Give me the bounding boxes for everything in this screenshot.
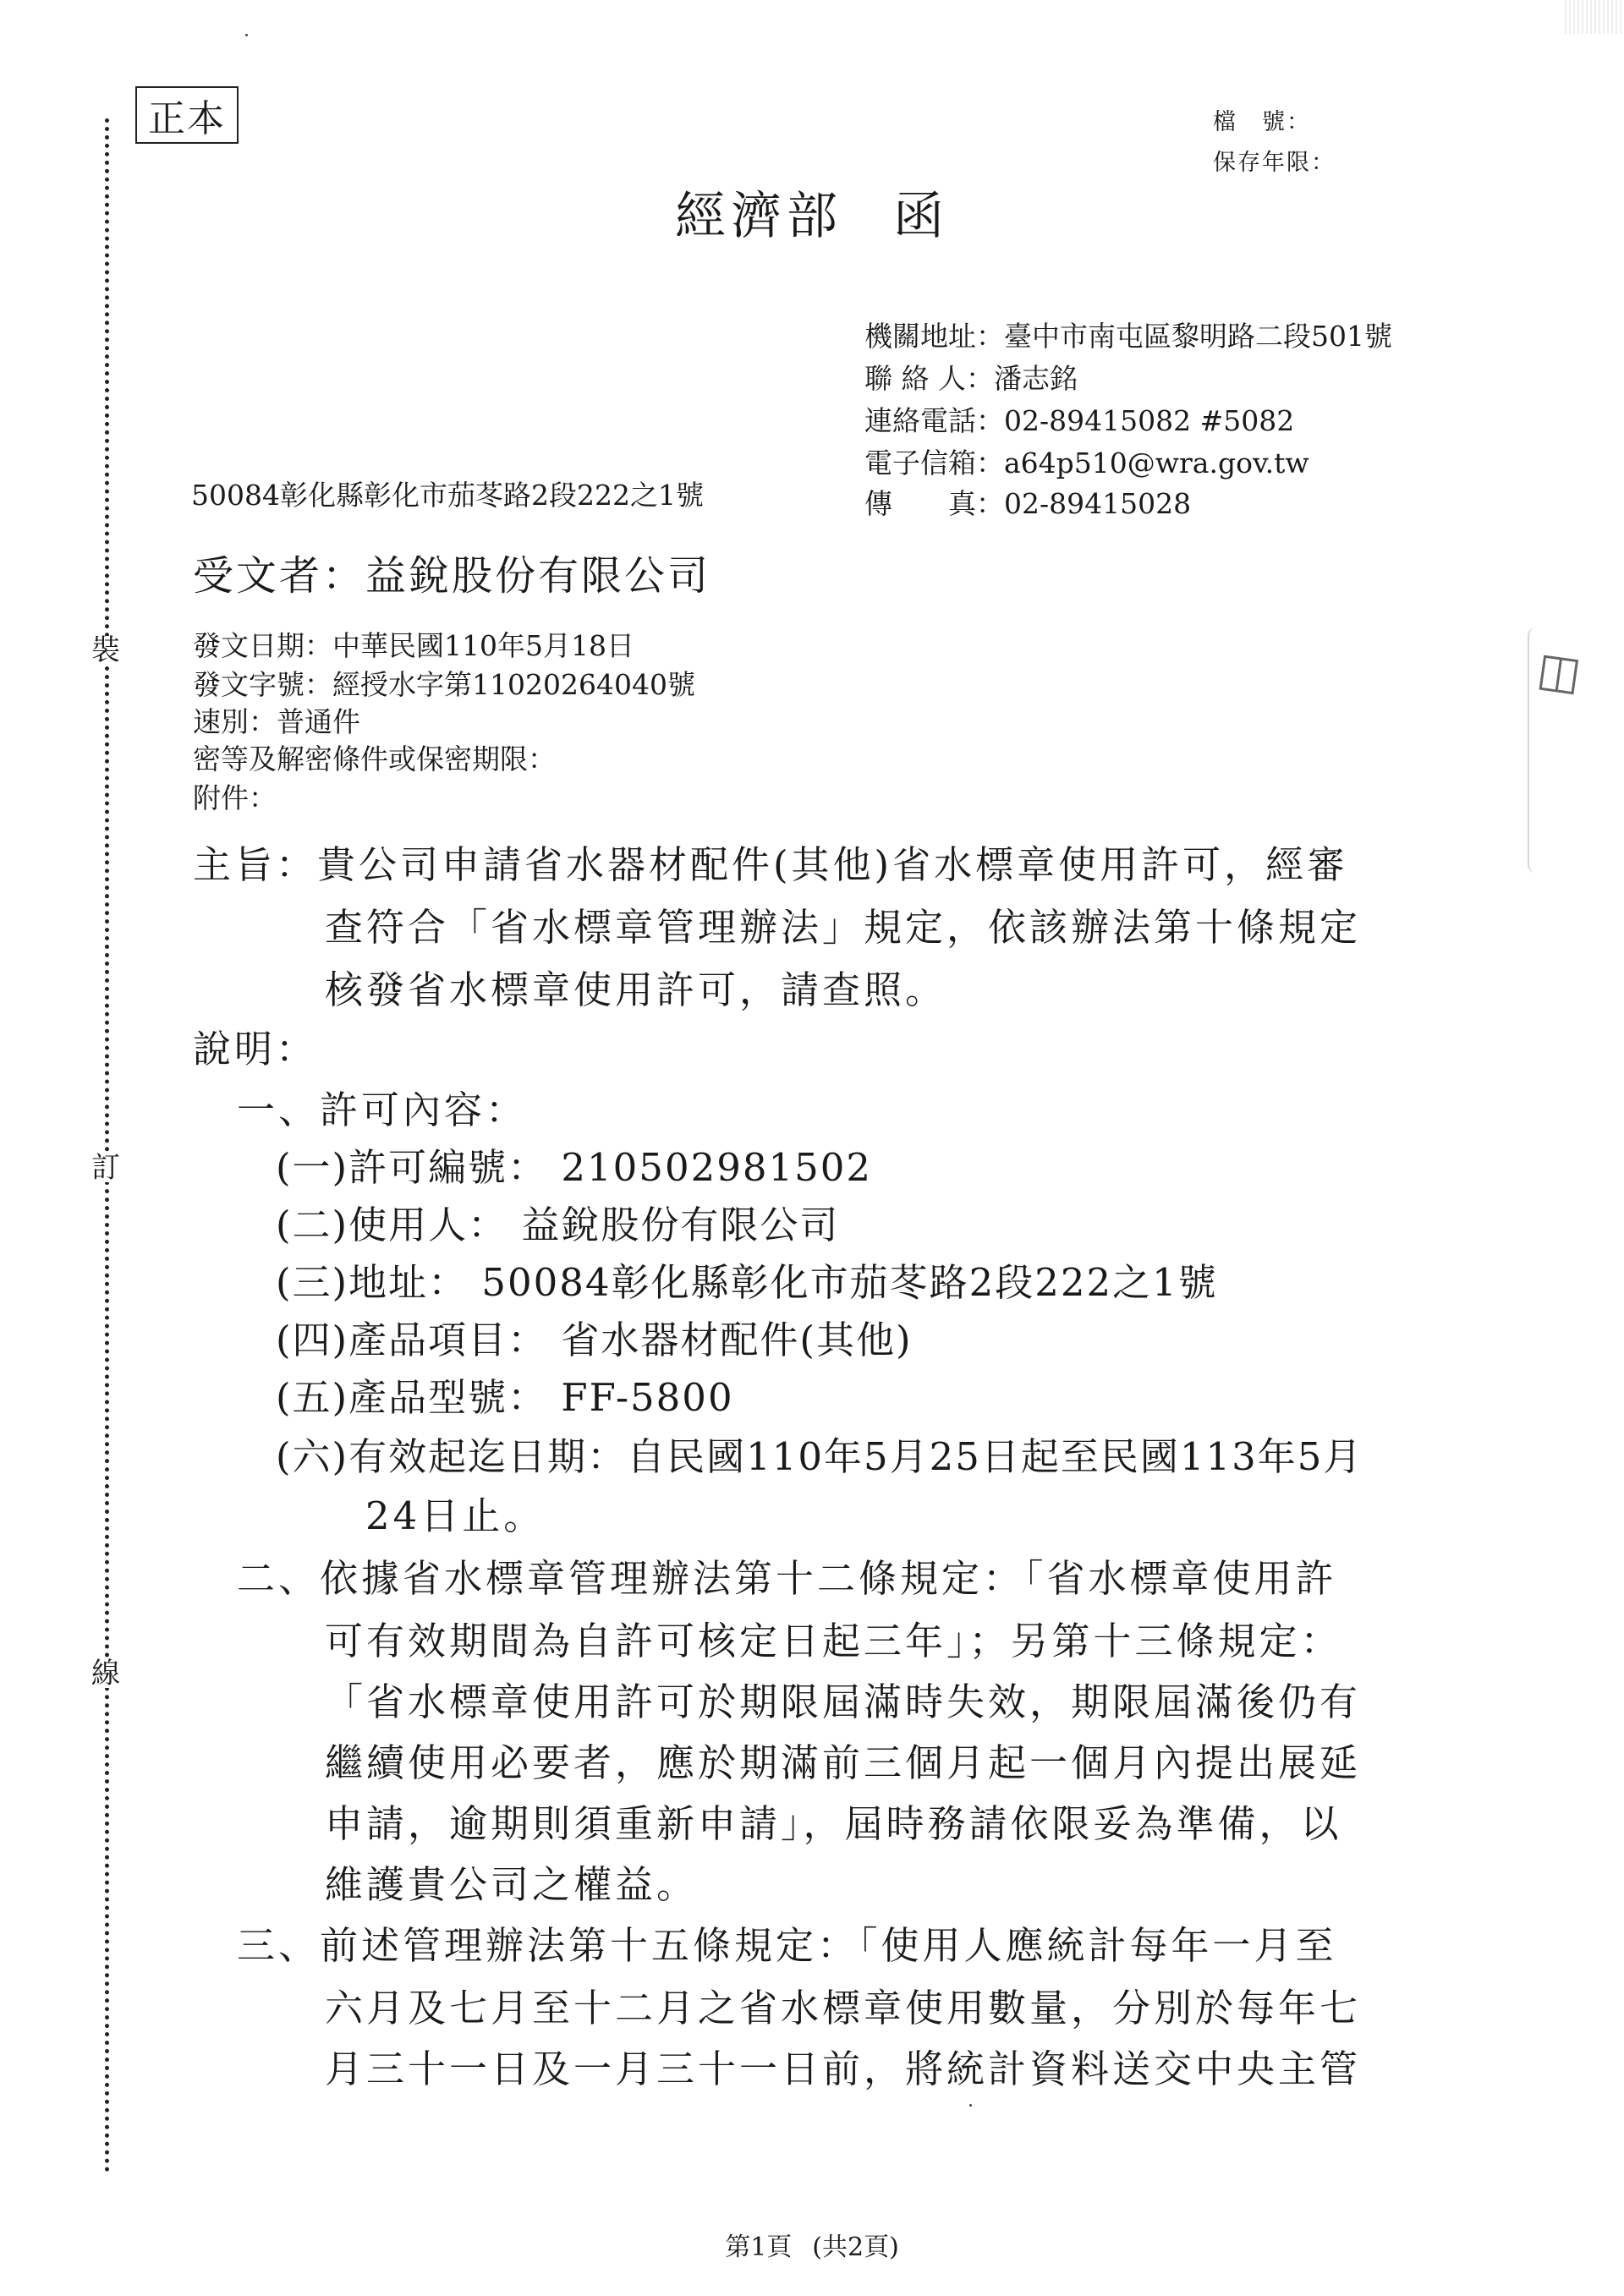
licensee-address: (三)地址： 50084彰化縣彰化市茄苳路2段222之1號 [276,1260,1218,1305]
attachment-label: 附件： [193,781,277,814]
item2-line-3: 「省水標章使用許可於期限屆滿時失效，期限屆滿後仍有 [325,1680,1362,1724]
recipient-name: 受文者：益銳股份有限公司 [193,552,711,600]
product-model: (五)產品型號： FF-5800 [276,1375,734,1420]
item3-line-3: 月三十一日及一月三十一日前，將統計資料送交中央主管 [325,2047,1362,2091]
license-number: (一)許可編號： 210502981502 [276,1145,872,1190]
binding-mark-zhuang: 裝 [91,633,120,667]
retention-period-label: 保存年限： [1213,150,1336,176]
scan-speck [245,34,248,36]
contact-phone: 連絡電話：02-89415082 #5082 [864,404,1295,437]
issue-number: 發文字號：經授水字第11020264040號 [193,668,695,701]
file-number-label: 檔 號： [1213,109,1311,135]
scan-edge-noise [1565,0,1624,34]
item1-heading: 一、許可內容： [237,1088,528,1132]
binding-dotted-line [105,118,109,2173]
recipient-address: 50084彰化縣彰化市茄苳路2段222之1號 [191,479,704,512]
subject-line-2: 查符合「省水標章管理辦法」規定，依該辦法第十條規定 [325,905,1362,950]
document-title [0,176,1624,249]
validity-period: (六)有效起迄日期：自民國110年5月25日起至民國113年5月 [276,1434,1363,1479]
agency-address: 機關地址：臺中市南屯區黎明路二段501號 [864,320,1392,353]
delivery-speed: 速別：普通件 [193,705,360,738]
product-item: (四)產品項目： 省水器材配件(其他) [276,1318,913,1362]
item2-line-6: 維護貴公司之權益。 [325,1862,699,1907]
page-total: (共2頁) [812,2233,899,2262]
contact-email: 電子信箱：a64p510@wra.gov.tw [864,447,1309,479]
seal-icon: ◫ [1533,641,1585,701]
document-type: 函 [893,187,949,246]
item2-line-4: 繼續使用必要者，應於期滿前三個月起一個月內提出展延 [325,1740,1362,1785]
subject-line-3: 核發省水標章使用許可，請查照。 [325,967,947,1012]
item2-line-2: 可有效期間為自許可核定日起三年」；另第十三條規定： [325,1619,1342,1663]
contact-fax: 傳 真：02-89415028 [864,487,1192,520]
subject-line-1: 主旨：貴公司申請省水器材配件(其他)省水標章使用許可，經審 [193,842,1349,887]
original-copy-stamp: 正本 [135,86,239,144]
item3-line-1: 三、前述管理辦法第十五條規定：「使用人應統計每年一月至 [237,1923,1337,1968]
explanation-label: 說明： [193,1027,318,1071]
issue-date: 發文日期：中華民國110年5月18日 [193,629,634,662]
licensee: (二)使用人： 益銳股份有限公司 [276,1203,840,1247]
validity-period-cont: 24日止。 [365,1493,546,1538]
binding-mark-xian: 線 [91,1657,120,1690]
page-current: 第1頁 [725,2233,793,2262]
secrecy-level: 密等及解密條件或保密期限： [193,743,556,775]
contact-person: 聯 絡 人：潘志銘 [864,362,1078,395]
item3-line-2: 六月及七月至十二月之省水標章使用數量，分別於每年七 [325,1986,1362,2030]
item2-line-1: 二、依據省水標章管理辦法第十二條規定：「省水標章使用許 [237,1556,1337,1601]
item2-line-5: 申請，逾期則須重新申請」，屆時務請依限妥為準備，以 [325,1801,1342,1846]
page-number [0,2226,1624,2263]
binding-mark-ding: 訂 [91,1151,120,1185]
scan-speck [969,2104,972,2107]
issuing-organization: 經濟部 [675,187,842,246]
